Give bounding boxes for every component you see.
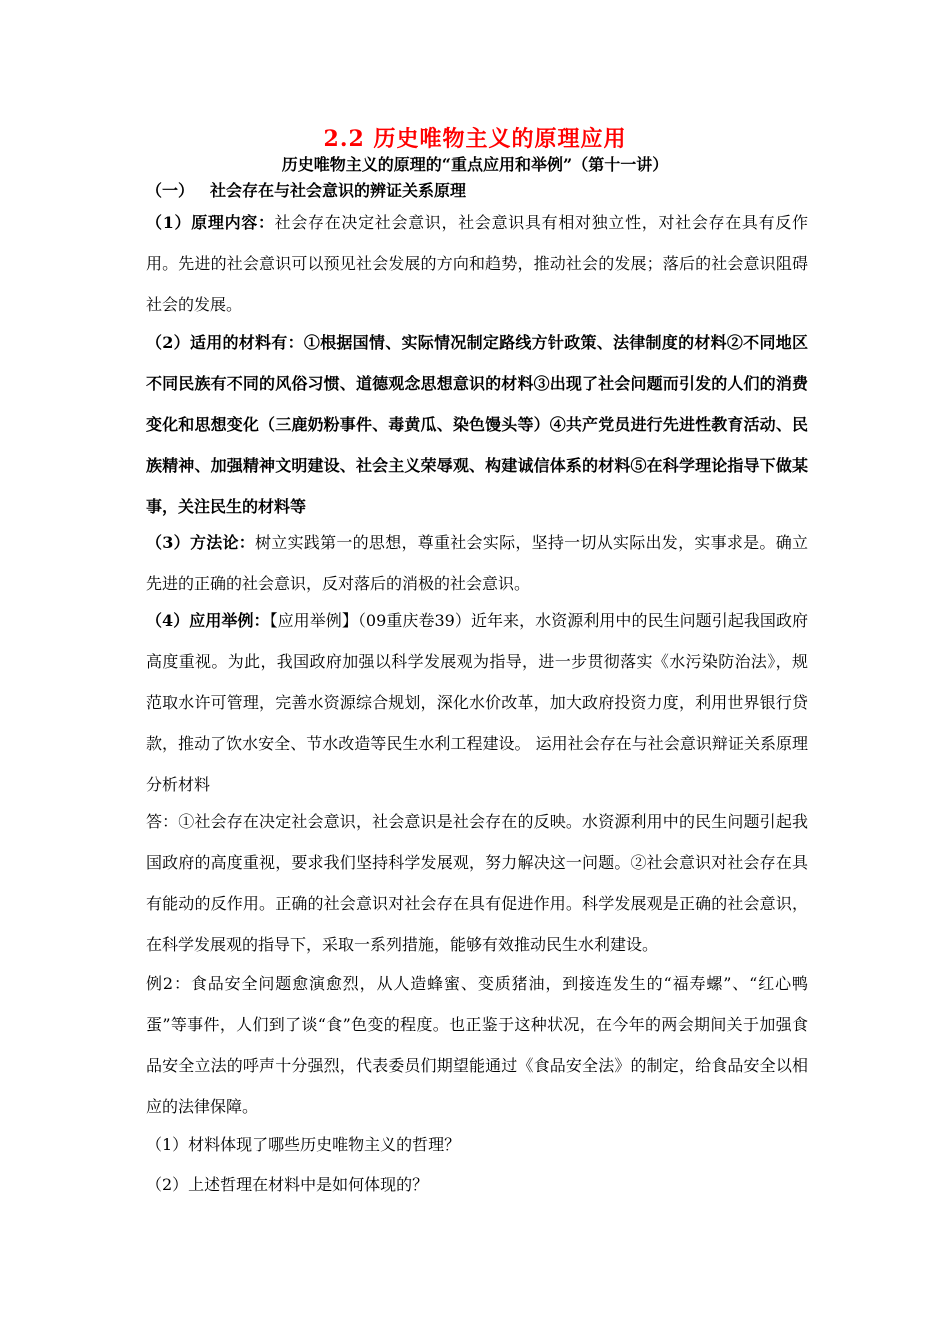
page-title: 2.2 历史唯物主义的原理应用 — [323, 126, 627, 152]
answer-paragraph: 答：①社会存在决定社会意识，社会意识是社会存在的反映。水资源利用中的民生问题引起我国政府的高度重视，要求我们坚持科学发展观，努力解决这一问题。②社会意识对社会存在具有能动的反作用。正确的社会意识对社会存在具有促进作用。科学发展观是正确的社会意识，在科学发展观的指导下，采取一系列措施，能够有效推动民生水利建设。 — [146, 812, 808, 954]
page-subtitle: 历史唯物主义的原理的“重点应用和举例”（第十一讲） — [281, 155, 669, 174]
methodology-text: 树立实践第一的思想，尊重社会实际，坚持一切从实际出发，实事求是。确立先进的正确的社会意识，反对落后的消极的社会意识。 — [146, 533, 808, 593]
section-title: 社会存在与社会意识的辨证关系原理 — [210, 181, 467, 200]
applicable-materials-paragraph: （2）适用的材料有：①根据国情、实际情况制定路线方针政策、法律制度的材料②不同地区不同民族有不同的风俗习惯、道德观念思想意识的材料③出现了社会问题而引发的人们的消费变化和思想变化（三鹿奶粉事件、毒黄瓜、染色馒头等）④共产党员进行先进性教育活动、民族精神、加强精神文明建设、社会主义荣辱观、构建诚信体系的材料⑤在科学理论指导下做某事，关注民生的材料等 — [146, 333, 808, 516]
application-example-label: （4）应用举例： — [146, 611, 270, 630]
example2-paragraph: 例2：食品安全问题愈演愈烈，从人造蜂蜜、变质猪油，到接连发生的“福寿螺”、“红心鸭蛋”等事件，人们到了谈“食”色变的程度。也正鉴于这种状况，在今年的两会期间关于加强食品安全立法的呼声十分强烈，代表委员们期望能通过《食品安全法》的制定，给食品安全以相应的法律保障。 — [146, 974, 808, 1116]
principle-content-paragraph — [146, 202, 808, 325]
question-1: （1）材料体现了哪些历史唯物主义的哲理？ — [146, 1135, 461, 1154]
principle-content-label: （1）原理内容： — [146, 213, 275, 232]
section-number: （一） — [146, 181, 195, 200]
question-2: （2）上述哲理在材料中是如何体现的？ — [146, 1175, 429, 1194]
application-example-text: 【应用举例】（09重庆卷39）近年来，水资源利用中的民生问题引起我国政府高度重视。为此，我国政府加强以科学发展观为指导，进一步贯彻落实《水污染防治法》，规范取水许可管理，完善水资源综合规划，深化水价改革，加大政府投资力度，利用世界银行贷款，推动了饮水安全、节水改造等民生水利工程建设。 运用社会存在与社会意识辩证关系原理分析材料 — [146, 611, 808, 794]
application-example-paragraph — [146, 600, 808, 805]
methodology-label: （3）方法论： — [146, 533, 256, 552]
section-heading — [146, 178, 466, 201]
methodology-paragraph — [146, 522, 808, 604]
principle-content-text: 社会存在决定社会意识，社会意识具有相对独立性，对社会存在具有反作用。先进的社会意识可以预见社会发展的方向和趋势，推动社会的发展；落后的社会意识阻碍社会的发展。 — [146, 213, 808, 314]
